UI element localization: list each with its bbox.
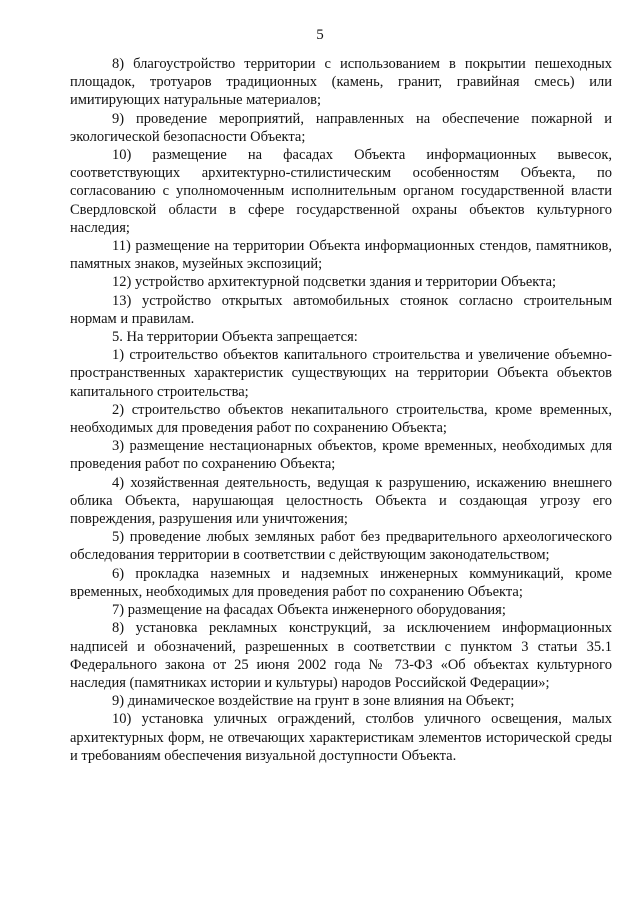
paragraph-item-9-safety-measures: 9) проведение мероприятий, направленных на обеспечение пожарной и экологической безопасности Объекта; — [70, 110, 612, 145]
paragraph-item-10-facade-signs: 10) размещение на фасадах Объекта информационных вывесок, соответствующих архитектурно-стилистическим особенностям Объекта, по согласованию с уполномоченным исполнительным органом государственной власти Свердловской области в сфере государственной охраны объектов культурного наследия; — [70, 147, 612, 236]
prohibited-item-3-nonstationary-objects: 3) размещение нестационарных объектов, кроме временных, необходимых для проведения работ по сохранению Объекта; — [70, 438, 612, 473]
document-body — [70, 55, 612, 765]
page-number: 5 — [316, 27, 324, 43]
prohibited-item-6-utilities: 6) прокладка наземных и надземных инженерных коммуникаций, кроме временных, необходимых для проведения работ по сохранению Объекта; — [70, 565, 612, 600]
paragraph-item-8-landscaping: 8) благоустройство территории с использованием в покрытии пешеходных площадок, тротуаров традиционных (камень, гранит, гравийная смесь) или имитирующих натуральные материалов; — [70, 56, 612, 109]
paragraph-item-12-lighting: 12) устройство архитектурной подсветки здания и территории Объекта; — [112, 274, 557, 291]
prohibited-item-4-economic-activity: 4) хозяйственная деятельность, ведущая к разрушению, искажению внешнего облика Объекта, нарушающая целостность Объекта и создающая угрозу его повреждения, разрушения или уничтожения; — [70, 474, 612, 528]
prohibited-item-1-capital-construction: 1) строительство объектов капитального строительства и увеличение объемно-пространственных характеристик существующих на территории Объекта объектов капитального строительства; — [70, 347, 612, 400]
prohibited-item-2-noncapital-construction: 2) строительство объектов некапитального строительства, кроме временных, необходимых для проведения работ по сохранению Объекта; — [70, 401, 612, 437]
prohibited-item-7-facade-equipment: 7) размещение на фасадах Объекта инженерного оборудования; — [112, 602, 506, 619]
prohibited-item-5-earthworks: 5) проведение любых земляных работ без предварительного археологического обследования территории в соответствии с действующим законодательством; — [70, 529, 612, 564]
paragraph-item-13-parking: 13) устройство открытых автомобильных стоянок согласно строительным нормам и правилам. — [70, 292, 612, 327]
prohibited-item-8-advertising: 8) установка рекламных конструкций, за исключением информационных надписей и обозначений, разрешенных в соответствии с пунктом 3 статьи 35.1 Федерального закона от 25 июня 2002 года № 73-ФЗ «Об объектах культурного наследия (памятниках истории и культуры) народов Российской Федерации»; — [70, 620, 612, 691]
prohibited-item-10-street-fences: 10) установка уличных ограждений, столбов уличного освещения, малых архитектурных форм, не отвечающих характеристикам элементов исторической среды и требованиям обеспечения визуальной доступности Объекта. — [70, 711, 612, 764]
prohibited-item-9-ground-impact: 9) динамическое воздействие на грунт в зоне влияния на Объект; — [112, 693, 515, 710]
section-heading-5-prohibited: 5. На территории Объекта запрещается: — [112, 329, 358, 346]
paragraph-item-11-info-stands: 11) размещение на территории Объекта информационных стендов, памятников, памятных знаков, музейных экспозиций; — [70, 238, 612, 273]
